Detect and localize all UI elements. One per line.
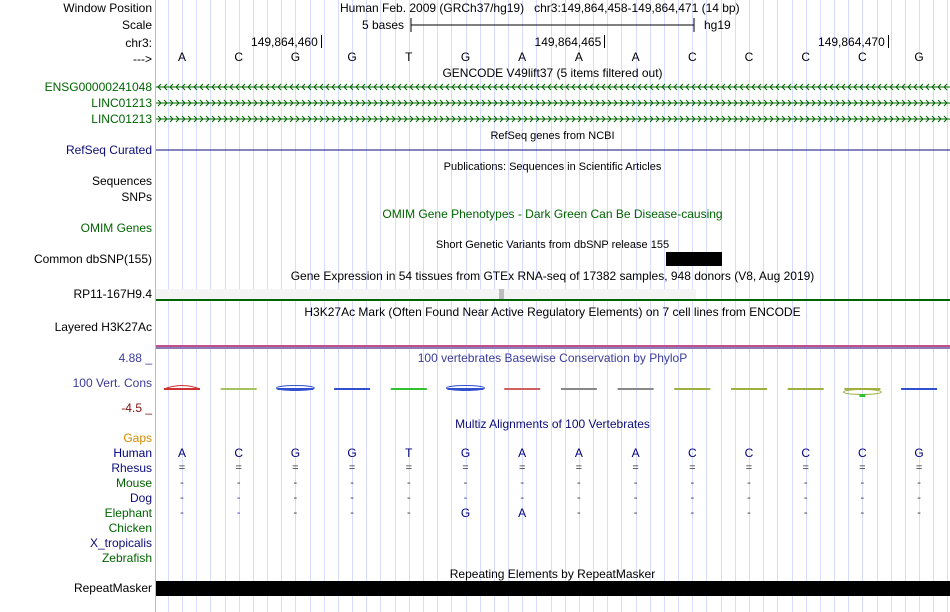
ruler-tick-mark [888,35,889,48]
alignment-cell: - [633,477,638,489]
alignment-cell: - [406,477,411,489]
alignment-cell: = [915,462,923,474]
window-position-label: Window Position [63,1,152,15]
alignment-cell: - [690,492,695,504]
alignment-cell: - [747,477,751,489]
alignment-cell: - [633,507,638,519]
chromosome-label: chr3: [125,36,152,50]
dna-base: C [801,50,811,64]
ruler-tick-label: 149,864,460 [251,35,318,49]
gaps-label[interactable]: Gaps [123,431,152,445]
refseq-track-title: RefSeq genes from NCBI [490,130,615,142]
species-label[interactable]: Elephant [104,506,152,520]
alignment-cell: C [687,446,697,460]
alignment-cell: - [520,492,525,504]
ruler-tick-mark [321,35,322,48]
alignment-cell: - [350,477,354,489]
alignment-cell: = [178,462,186,474]
phylop-mark [674,388,710,390]
species-label[interactable]: Mouse [115,476,152,490]
alignment-cell: A [518,446,527,460]
dbsnp-track-title: Short Genetic Variants from dbSNP release 155 [435,239,670,251]
phylop-peak [843,390,881,395]
dna-base: C [687,50,697,64]
ruler-tick-label: 149,864,465 [534,35,602,49]
species-label[interactable]: X_tropicalis [89,536,152,550]
phylop-mark [334,388,370,390]
alignment-cell: T [405,446,413,460]
alignment-cell: - [520,477,525,489]
alignment-cell: = [802,462,809,474]
alignment-cell: - [803,492,808,504]
alignment-cell: - [860,492,865,504]
alignment-cell: - [406,492,411,504]
scale-label: Scale [121,18,152,32]
gencode-gene-ensg00000241048[interactable]: ENSG00000241048 [44,80,152,94]
species-label[interactable]: Dog [129,491,152,505]
species-label[interactable]: Chicken [108,521,152,535]
alignment-cell: = [745,462,753,474]
alignment-cell: - [180,492,184,504]
alignment-cell: C [801,446,811,460]
repeatmasker-track-title: Repeating Elements by RepeatMasker [449,567,656,581]
phylop-mark [618,388,654,390]
alignment-cell: = [632,462,639,474]
alignment-cell: - [463,477,468,489]
alignment-cell: - [406,507,411,519]
alignment-cell: - [236,492,241,504]
sequences-label[interactable]: Sequences [91,174,152,188]
alignment-cell: - [747,492,751,504]
alignment-cell: A [631,446,640,460]
species-label[interactable]: Human [113,446,152,460]
gtex-expression-bar[interactable] [156,289,696,299]
phylop-mark [164,388,200,390]
gencode-track-title: GENCODE V49lift37 (5 items filtered out) [442,66,663,80]
dna-base: A [631,50,640,64]
dna-base: G [290,50,301,64]
alignment-cell: = [575,462,583,474]
alignment-cell: C [858,446,867,460]
omim-track-title: OMIM Gene Phenotypes - Dark Green Can Be Disease-causing [382,207,723,221]
alignment-cell: - [633,492,638,504]
ruler-tick-mark [604,35,605,48]
gencode-gene-models[interactable] [156,80,950,126]
phylop-mark [504,388,540,390]
alignment-cell: - [917,477,921,489]
h3k27ac-label[interactable]: Layered H3K27Ac [54,320,152,334]
alignment-cell: - [803,507,808,519]
alignment-cell: - [236,507,241,519]
gtex-expression-marker [499,289,504,299]
omim-genes-label[interactable]: OMIM Genes [80,221,152,235]
alignment-cell: - [577,477,581,489]
alignment-cell: G [290,446,301,460]
ruler-tick-label: 149,864,470 [818,35,885,49]
alignment-cell: = [689,462,696,474]
alignment-cell: G [914,446,924,460]
alignment-cell: - [860,477,865,489]
scale-bar [410,17,698,33]
alignment-cell: - [690,477,695,489]
alignment-cell: - [350,507,354,519]
dna-base: A [518,50,527,64]
alignment-cell: A [518,506,527,520]
alignment-cell: - [577,507,581,519]
phylop-label[interactable]: 100 Vert. Cons [72,376,152,390]
phylop-track-title: 100 vertebrates Basewise Conservation by PhyloP [417,351,688,365]
dbsnp-variant-block[interactable] [666,252,722,266]
phylop-max-value: 4.88 _ [118,351,152,365]
dna-base: C [744,50,754,64]
gtex-gene-line [156,299,950,301]
alignment-cell: - [350,492,354,504]
alignment-cell: G [460,506,471,520]
gtex-track-title: Gene Expression in 54 tissues from GTEx RNA-seq of 17382 samples, 948 donors (V8, Aug 2019) [290,269,815,283]
phylop-mark [731,388,767,390]
alignment-cell: = [518,462,526,474]
h3k27ac-signal-line-2 [156,347,950,349]
phylop-conservation-marks[interactable] [156,380,950,400]
alignment-cell: - [293,492,298,504]
species-label[interactable]: Zebrafish [101,551,152,565]
dna-base: A [177,50,186,64]
gencode-gene-linc01213[interactable]: LINC01213 [91,96,152,110]
alignment-cell: - [747,507,751,519]
publications-track-title: Publications: Sequences in Scientific Articles [443,161,662,173]
gencode-gene-linc01213[interactable]: LINC01213 [91,112,152,126]
alignment-cell: - [236,477,241,489]
multiz-track-title: Multiz Alignments of 100 Vertebrates [455,417,650,431]
phylop-min-value: -4.5 _ [121,401,152,415]
refseq-gene-line[interactable] [156,148,950,152]
alignment-cell: = [859,462,866,474]
alignment-cell: G [460,446,471,460]
alignment-cell: = [292,462,299,474]
dna-base: G [460,50,471,64]
phylop-mark [788,388,824,390]
snps-label[interactable]: SNPs [121,190,152,204]
alignment-cell: = [405,462,413,474]
species-label[interactable]: Rhesus [111,461,152,475]
alignment-cell: - [917,507,921,519]
repeatmasker-label[interactable]: RepeatMasker [73,581,152,595]
alignment-cell: - [917,492,921,504]
alignment-cell: A [177,446,186,460]
alignment-cell: - [860,507,865,519]
alignment-cell: = [235,462,242,474]
alignment-cell: C [234,446,244,460]
alignment-cell: - [180,477,184,489]
alignment-cell: = [462,462,469,474]
phylop-mark [561,388,597,390]
dna-base: C [234,50,244,64]
scale-assembly: hg19 [704,18,731,32]
phylop-mark [391,388,427,390]
alignment-cell: - [803,477,808,489]
dna-base: G [347,50,357,64]
alignment-cell: - [180,507,184,519]
dna-base: A [574,50,583,64]
dna-base: G [914,50,924,64]
alignment-cell: C [744,446,754,460]
alignment-cell: G [347,446,357,460]
strand-label: ---> [133,52,152,66]
refseq-curated-label[interactable]: RefSeq Curated [65,143,152,157]
alignment-cell: - [577,492,581,504]
phylop-mark [221,388,257,390]
phylop-mark [901,388,937,390]
dna-base: T [405,50,413,64]
window-position-value: Human Feb. 2009 (GRCh37/hg19) chr3:149,864,458-149,864,471 (14 bp) [340,1,740,15]
alignment-cell: = [348,462,356,474]
alignment-cell: - [690,507,695,519]
gtex-gene-label[interactable]: RP11-167H9.4 [73,287,152,301]
repeatmasker-block[interactable] [156,581,950,596]
alignment-cell: - [293,507,298,519]
alignment-cell: A [574,446,583,460]
phylop-mark [859,394,865,397]
h3k27ac-track-title: H3K27Ac Mark (Often Found Near Active Regulatory Elements) on 7 cell lines from ENCODE [304,305,801,319]
common-dbsnp-label[interactable]: Common dbSNP(155) [33,252,152,266]
alignment-cell: - [463,492,468,504]
dna-base: C [858,50,867,64]
scale-value: 5 bases [362,18,405,32]
alignment-cell: - [293,477,298,489]
